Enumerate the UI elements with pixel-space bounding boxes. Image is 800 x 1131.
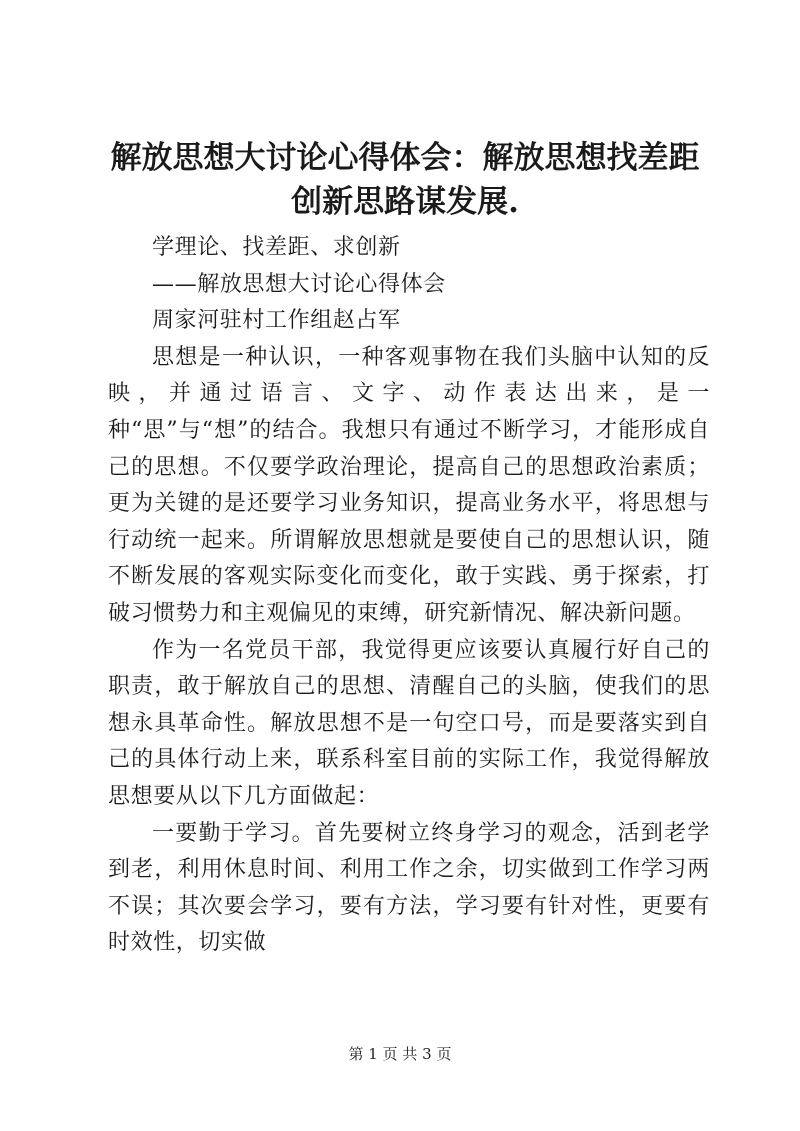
document-body xyxy=(108,230,710,962)
author-line: 周家河驻村工作组赵占军 xyxy=(152,308,401,334)
body-paragraph: 一要勤于学习。首先要树立终身学习的观念，活到老学到老，利用休息时间、利用工作之余，切实做到工作学习两不误；其次要会学习，要有方法，学习要有针对性，更要有时效性，切实做 xyxy=(108,820,710,956)
document-title: 解放思想大讨论心得体会：解放思想找差距创新思路谋发展. xyxy=(110,140,700,220)
body-paragraph: 思想是一种认识，一种客观事物在我们头脑中认知的反映，并通过语言、文字、动作表达出来，是一种“思”与“想”的结合。我想只有通过不断学习，才能形成自己的思想。不仅要学政治理论，提高自己的思想政治素质；更为关键的是还要学习业务知识，提高业务水平，将思想与行动统一起来。所谓解放思想就是要使自己的思想认识，随不断发展的客观实际变化而变化，敢于实践、勇于探索，打破习惯势力和主观偏见的束缚，研究新情况、解决新问题。 xyxy=(108,344,710,626)
subtitle-line: 学理论、找差距、求创新 xyxy=(152,235,401,260)
body-paragraph: 作为一名党员干部，我觉得更应该要认真履行好自己的职责，敢于解放自己的思想、清醒自己的头脑，使我们的思想永具革命性。解放思想不是一句空口号，而是要落实到自己的具体行动上来，联系科室目前的实际工作，我觉得解放思想要从以下几方面做起： xyxy=(108,637,710,809)
page-number-footer: 第 1 页 共 3 页 xyxy=(348,1045,452,1063)
subtitle-line: ——解放思想大讨论心得体会 xyxy=(152,271,446,297)
